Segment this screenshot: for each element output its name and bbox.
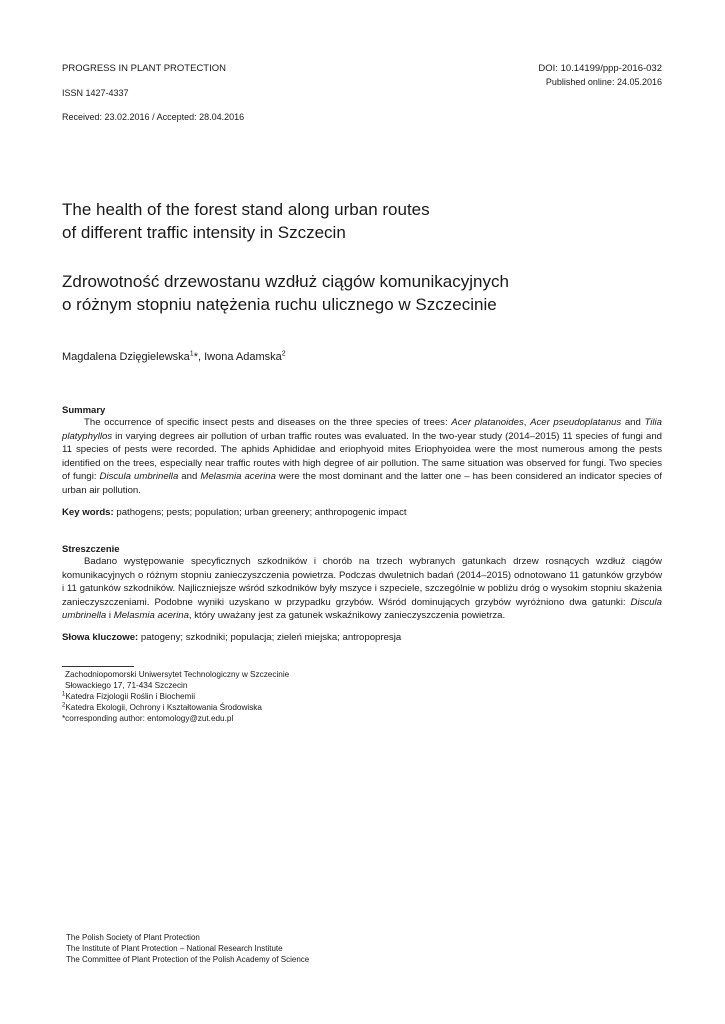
summary-section	[62, 405, 662, 498]
keywords	[62, 506, 662, 519]
title-polish-line1: Zdrowotność drzewostanu wzdłuż ciągów komunikacyjnych	[62, 272, 509, 291]
footnotes	[62, 669, 462, 724]
species-name: Tilia platyphyllos	[62, 417, 663, 442]
species-name: Acer platanoides	[451, 417, 524, 428]
title-english-line2: of different traffic intensity in Szczecin	[62, 223, 346, 242]
slowa-kluczowe-label: Słowa kluczowe:	[62, 632, 139, 643]
society-2: The Institute of Plant Protection – National Research Institute	[66, 944, 283, 953]
author-2: Iwona Adamska	[204, 351, 282, 363]
corresponding-author: *corresponding author: entomology@zut.edu.pl	[62, 714, 234, 723]
doi: DOI: 10.14199/ppp-2016-032	[538, 63, 662, 74]
summary-text-part: were the most dominant and the latter one – has been considered an indicator species of urban air pollution.	[62, 471, 662, 496]
streszczenie-heading: Streszczenie	[62, 544, 120, 555]
issn: ISSN 1427-4337	[62, 88, 129, 98]
footnote-2	[62, 702, 462, 713]
published-date: Published online: 24.05.2016	[545, 77, 662, 87]
streszczenie-text-part: Badano występowanie specyficznych szkodników i chorób na trzech wybranych gatunkach drzew rosnących wzdłuż ciągów komunikacyjnych o różnym stopniu zanieczyszczenia powietrza. Podczas dwuletnich badań (2014–2015) odnotowano 11 gatunków grzybów i 11 gatunków szkodników. Najliczniejsze wśród szkodników były mszyce i szpeciele, szczególnie w pobliżu dróg o wysokim stopniu skażenia zanieczyszczeniami. Podobne wyniki uzyskano w przypadku grzybów. Wśród dominujących grzybów wyróżniono dwa gatunki:	[62, 556, 662, 608]
title-english	[62, 198, 662, 244]
keywords-label: Key words:	[62, 507, 114, 518]
footnote-2-text: Katedra Ekologii, Ochrony i Kształtowania Środowiska	[65, 703, 262, 712]
author-1: Magdalena Dzięgielewska	[62, 351, 190, 363]
society-1: The Polish Society of Plant Protection	[66, 933, 200, 942]
summary-text-part: and	[178, 471, 201, 483]
footnote-divider	[62, 666, 134, 667]
received-accepted-dates: Received: 23.02.2016 / Accepted: 28.04.2016	[62, 112, 245, 122]
authors	[62, 351, 286, 363]
species-name: Melasmia acerina	[200, 471, 276, 483]
author-2-affiliation: 2	[281, 350, 286, 358]
footnote-address: Słowackiego 17, 71-434 Szczecin	[65, 681, 188, 690]
footnote-1	[62, 691, 462, 702]
slowa-kluczowe	[62, 631, 662, 644]
society-3: The Committee of Plant Protection of the Polish Academy of Science	[66, 955, 310, 964]
streszczenie-section	[62, 544, 662, 623]
keywords-text: pathogens; pests; population; urban greenery; anthropogenic impact	[113, 507, 407, 518]
species-name: Melasmia acerina	[113, 610, 189, 622]
summary-text-part: and	[621, 417, 645, 428]
footnote-university: Zachodniopomorski Uniwersytet Technologiczny w Szczecinie	[65, 670, 290, 679]
footnote-1-marker: 1	[62, 691, 66, 698]
species-name: Discula umbrinella	[99, 471, 179, 483]
author-1-star: *,	[193, 351, 205, 363]
footnote-1-text: Katedra Fizjologii Roślin i Biochemii	[65, 692, 196, 701]
species-name: Acer pseudoplatanus	[530, 417, 622, 428]
title-polish-line2: o różnym stopniu natężenia ruchu ulicznego w Szczecinie	[62, 295, 497, 314]
species-name: Discula umbrinella	[62, 596, 662, 622]
streszczenie-text	[62, 555, 662, 623]
summary-heading: Summary	[62, 405, 106, 416]
title-polish	[62, 270, 662, 316]
author-1-affiliation: 1	[189, 350, 194, 358]
summary-text	[62, 416, 662, 498]
societies	[66, 932, 466, 965]
summary-text-part: ,	[523, 417, 531, 428]
summary-text-part: The occurrence of specific insect pests and diseases on the three species of trees:	[84, 417, 452, 428]
title-english-line1: The health of the forest stand along urban routes	[62, 200, 430, 219]
journal-name: PROGRESS IN PLANT PROTECTION	[62, 63, 226, 74]
footnote-2-marker: 2	[62, 702, 66, 709]
streszczenie-text-part: i	[106, 610, 114, 622]
slowa-kluczowe-text: patogeny; szkodniki; populacja; zieleń miejska; antropopresja	[138, 632, 402, 643]
streszczenie-text-part: , który uważany jest za gatunek wskaźnikowy zanieczyszczenia powietrza.	[188, 610, 506, 622]
summary-text-part: in varying degrees air pollution of urban traffic routes was evaluated. In the two-year study (2014–2015) 11 species of fungi and 11 species of pests were recorded. The aphids Aphididae and eriophyoid mites Eriophyoidea were the most numerous among the pests identified on the trees, especially near traffic routes with high degree of air pollution. The same situation was observed for fungi. Two species of fungi:	[62, 430, 662, 483]
